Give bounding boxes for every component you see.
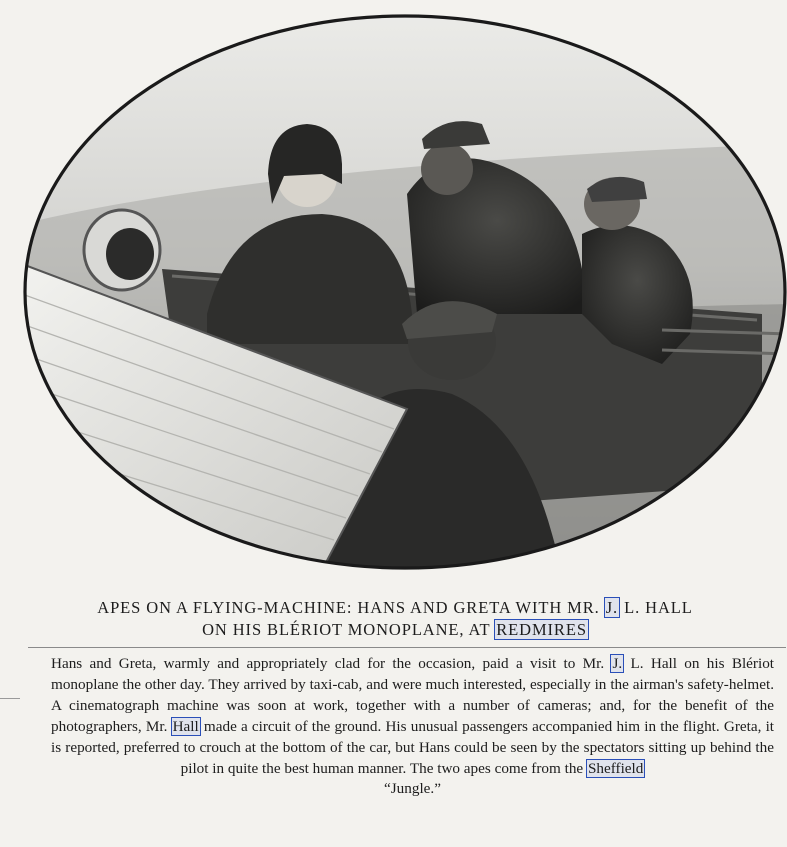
- article-text: Hans and Greta, warmly and appropriately clad for the occasion, paid a visit to Mr.: [51, 655, 605, 672]
- article-link-sheffield[interactable]: Sheffield: [587, 759, 644, 777]
- divider-rule: [28, 647, 786, 648]
- article-link-hall[interactable]: Hall: [172, 717, 199, 735]
- caption-link-j[interactable]: J.: [605, 598, 619, 617]
- article-paragraph: [51, 654, 774, 800]
- photo-caption: [10, 597, 780, 641]
- caption-text: ON HIS BLÉRIOT MONOPLANE, AT: [202, 620, 491, 639]
- article-text: L. Hall on his Blériot monoplane the other day. They arrived by taxi-cab, and were much interested, especially in the airman's safety-helmet. A cinematograph machine was soon at work, together with a number of cameras; and, for the benefit of the photographers, Mr.: [51, 655, 775, 735]
- margin-mark: [0, 698, 20, 699]
- caption-text: APES ON A FLYING-MACHINE: HANS AND GRETA WITH MR.: [97, 598, 600, 617]
- caption-link-redmires[interactable]: REDMIRES: [496, 620, 587, 639]
- article-text: “Jungle.”: [384, 780, 441, 798]
- photograph: [22, 14, 787, 570]
- article-link-j[interactable]: J.: [612, 655, 623, 672]
- caption-line-2: [10, 619, 780, 641]
- engine-detail: [84, 210, 160, 290]
- caption-text: L. HALL: [624, 598, 693, 617]
- article-text: made a circuit of the ground. His unusual passengers accompanied him in the flight. Greta, it is reported, preferred to crouch at the bottom of the car, but Hans could be seen by the spectators sitting up behind the pilot in quite the best human manner. The two apes come from the: [51, 717, 775, 777]
- caption-line-1: [10, 597, 780, 619]
